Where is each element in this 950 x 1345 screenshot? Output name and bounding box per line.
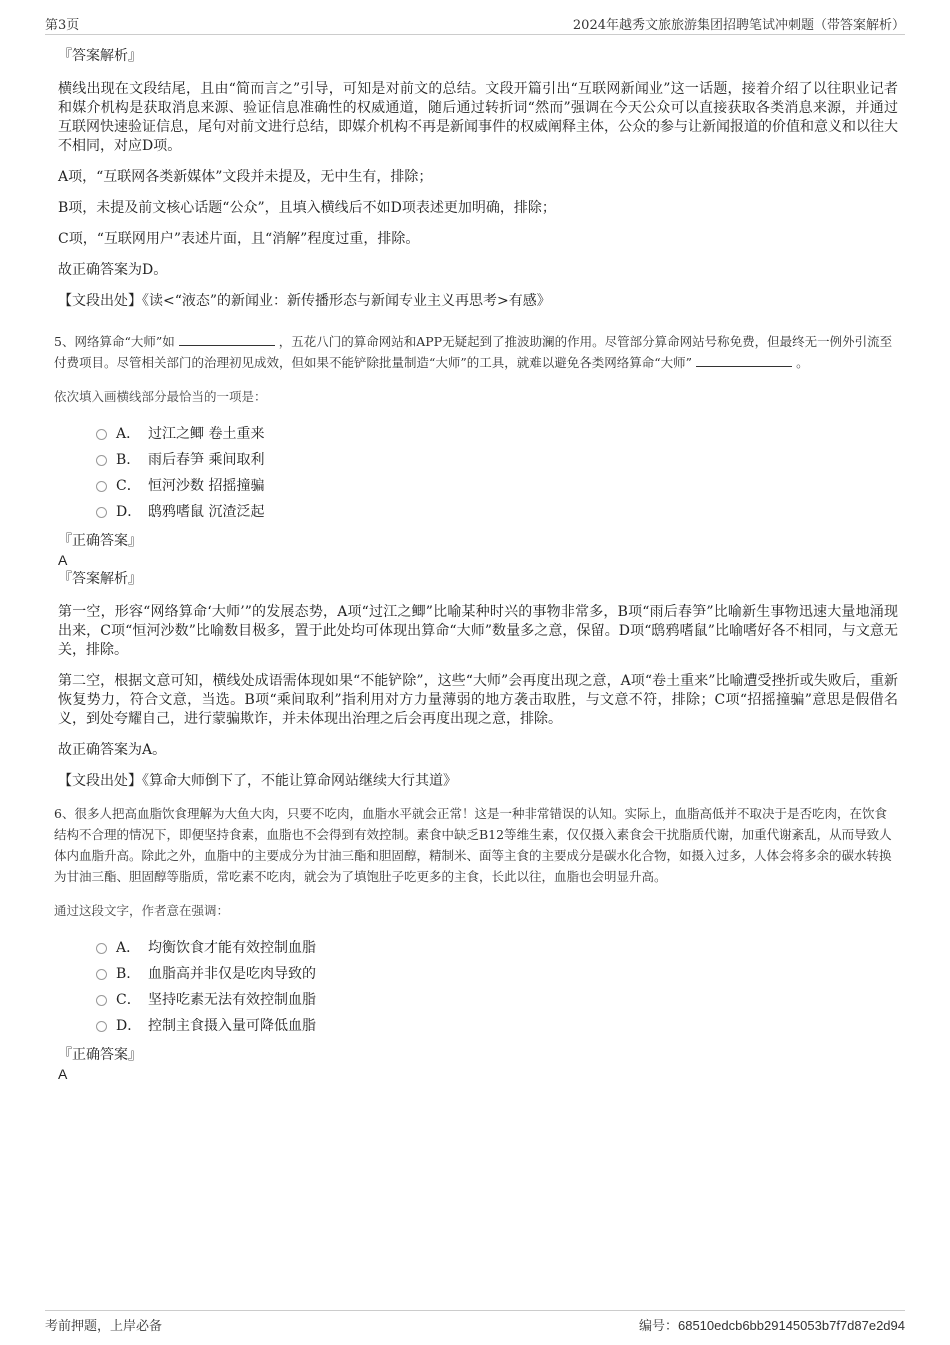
document-title: 2024年越秀文旅旅游集团招聘笔试冲刺题（带答案解析） <box>572 18 905 33</box>
option-letter: A． <box>116 426 141 442</box>
fill-blank <box>179 333 275 346</box>
question-text-part: ，五花八门的算命网站和APP无疑起到了推波助澜的作用。尽管部分算命网站号称免费，但最终无一例外引流至付费项目。尽管相关部门的治理初见成效，但如果不能铲除批量制造“大师”的工具，就难以避免各类网络算命“大师” <box>54 334 893 370</box>
option-b[interactable] <box>96 447 898 473</box>
radio-icon[interactable] <box>96 995 107 1006</box>
source-paragraph: 【文段出处】《读<“液态”的新闻业：新传播形态与新闻专业主义再思考>有感》 <box>58 293 551 309</box>
correct-answer: A <box>58 1066 68 1082</box>
source-paragraph: 【文段出处】《算命大师倒下了，不能让算命网站继续大行其道》 <box>58 773 457 789</box>
option-text: 过江之鲫 卷土重来 <box>148 426 265 442</box>
question-text-part: 。 <box>796 355 809 370</box>
radio-icon[interactable] <box>96 507 107 518</box>
conclusion-paragraph: 故正确答案为A。 <box>58 742 167 758</box>
option-list <box>96 935 898 1039</box>
radio-icon[interactable] <box>96 943 107 954</box>
option-letter: B. <box>116 452 131 468</box>
option-letter: D． <box>116 1018 142 1034</box>
option-text: 坚持吃素无法有效控制血脂 <box>148 992 316 1008</box>
q4-analysis-section <box>58 46 898 311</box>
radio-icon[interactable] <box>96 969 107 980</box>
option-a[interactable] <box>96 935 898 961</box>
radio-icon[interactable] <box>96 455 107 466</box>
option-d[interactable] <box>96 499 898 525</box>
option-text: 鸱鸦嗜鼠 沉渣泛起 <box>148 504 265 520</box>
analysis-paragraph: C项，“互联网用户”表述片面，且“消解”程度过重，排除。 <box>58 231 420 247</box>
option-letter: A． <box>116 940 141 956</box>
option-text: 雨后春笋 乘间取利 <box>148 452 265 468</box>
option-text: 均衡饮食才能有效控制血脂 <box>148 940 316 956</box>
correct-answer-label: 『正确答案』 <box>58 1047 142 1063</box>
question-text-part: 5、网络算命“大师”如 <box>54 334 175 349</box>
question-prompt: 依次填入画横线部分最恰当的一项是： <box>54 389 267 404</box>
page-number: 第3页 <box>45 18 80 33</box>
analysis-paragraph: 第二空，根据文意可知，横线处成语需体现如果“不能铲除”，这些“大师”会再度出现之意，A项“卷土重来”比喻遭受挫折或失败后，重新恢复势力，符合文意，当选。B项“乘间取利”指利用对方力量薄弱的地方袭击取胜，与文意不符，排除；C项“招摇撞骗”意思是假借名义，到处夸耀自己，进行蒙骗欺诈，并未体现出治理之后会再度出现之意，排除。 <box>58 673 898 727</box>
analysis-label: 『答案解析』 <box>58 48 142 64</box>
document-serial: 编号：68510edcb6bb29145053b7f7d87e2d94 <box>638 1318 905 1333</box>
option-c[interactable] <box>96 987 898 1013</box>
question-5 <box>54 331 898 791</box>
option-letter: B. <box>116 966 131 982</box>
page-footer <box>45 1310 905 1335</box>
analysis-paragraph: A项，“互联网各类新媒体”文段并未提及，无中生有，排除； <box>58 169 433 185</box>
option-text: 血脂高并非仅是吃肉导致的 <box>148 966 316 982</box>
question-text: 6、很多人把高血脂饮食理解为大鱼大肉，只要不吃肉，血脂水平就会正常！这是一种非常错误的认知。实际上，血脂高低并不取决于是否吃肉，在饮食结构不合理的情况下，即便坚持食素，血脂也不会得到有效控制。素食中缺乏B12等维生素，仅仅摄入素食会干扰脂质代谢，加重代谢紊乱，从而导致人体内血脂升高。除此之外，血脂中的主要成分为甘油三酯和胆固醇，精制米、面等主食的主要成分是碳水化合物，如摄入过多，人体会将多余的碳水转换为甘油三酯、胆固醇等脂质，常吃素不吃肉，就会为了填饱肚子吃更多的主食，长此以往，血脂也会明显升高。 <box>54 806 892 884</box>
question-6 <box>54 803 898 1083</box>
question-prompt: 通过这段文字，作者意在强调： <box>54 903 230 918</box>
page-header <box>45 14 905 35</box>
option-b[interactable] <box>96 961 898 987</box>
option-text: 恒河沙数 招摇撞骗 <box>148 478 265 494</box>
radio-icon[interactable] <box>96 429 107 440</box>
option-text: 控制主食摄入量可降低血脂 <box>148 1018 316 1034</box>
option-letter: C． <box>116 478 141 494</box>
option-list <box>96 421 898 525</box>
analysis-paragraph: B项，未提及前文核心话题“公众”，且填入横线后不如D项表述更加明确，排除； <box>58 200 556 216</box>
fill-blank <box>696 354 792 367</box>
question-text <box>54 331 898 373</box>
analysis-paragraph: 横线出现在文段结尾，且由“简而言之”引导，可知是对前文的总结。文段开篇引出“互联网新闻业”这一话题，接着介绍了以往职业记者和媒介机构是获取消息来源、验证信息准确性的权威通道，随后通过转折词“然而”强调在今天公众可以直接获取各类消息来源，并通过互联网快速验证信息，尾句对前文进行总结，即媒介机构不再是新闻事件的权威阐释主体，公众的参与让新闻报道的价值和意义和以往大不相同，对应D项。 <box>58 81 898 154</box>
conclusion-paragraph: 故正确答案为D。 <box>58 262 168 278</box>
option-letter: C． <box>116 992 141 1008</box>
option-letter: D． <box>116 504 142 520</box>
page-content <box>54 46 898 1083</box>
radio-icon[interactable] <box>96 1021 107 1032</box>
correct-answer: A <box>58 552 68 568</box>
option-c[interactable] <box>96 473 898 499</box>
option-d[interactable] <box>96 1013 898 1039</box>
analysis-paragraph: 第一空，形容“网络算命‘大师’”的发展态势，A项“过江之鲫”比喻某种时兴的事物非常多，B项“雨后春笋”比喻新生事物迅速大量地涌现出来，C项“恒河沙数”比喻数目极多，置于此处均可体现出算命“大师”数量多之意，保留。D项“鸱鸦嗜鼠”比喻嗜好各不相同，与文意无关，排除。 <box>58 604 898 658</box>
footer-slogan: 考前押题，上岸必备 <box>45 1319 163 1334</box>
option-a[interactable] <box>96 421 898 447</box>
radio-icon[interactable] <box>96 481 107 492</box>
analysis-label: 『答案解析』 <box>58 571 142 587</box>
correct-answer-label: 『正确答案』 <box>58 533 142 549</box>
